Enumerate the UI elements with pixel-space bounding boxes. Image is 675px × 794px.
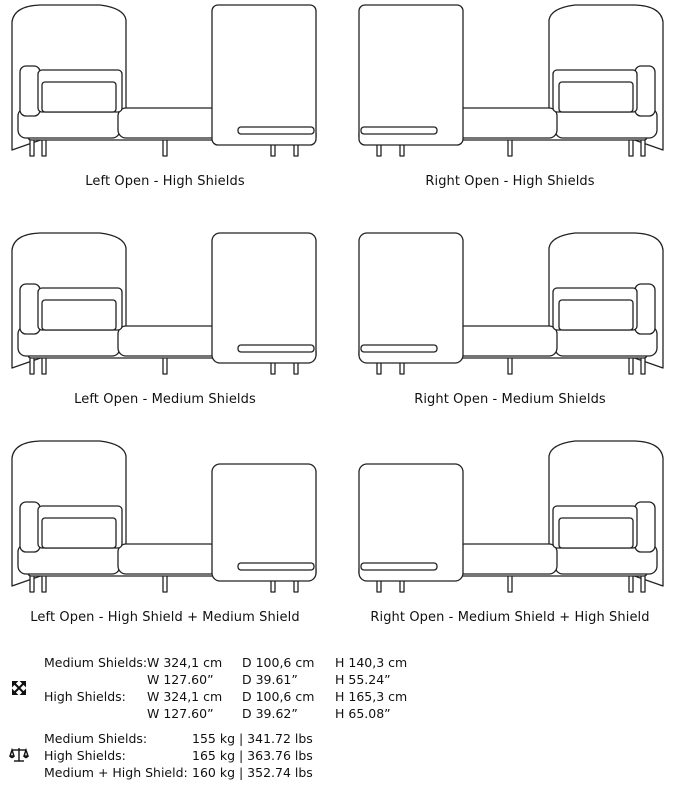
weight-value: 155 kg | 341.72 lbs — [192, 731, 313, 746]
dim-medium-w-in: W 127.60” — [147, 672, 214, 687]
sofa-diagram — [0, 0, 330, 170]
sofa-diagram — [0, 218, 330, 388]
sofa-diagram — [345, 218, 675, 388]
layout-caption: Left Open - Medium Shields — [74, 392, 256, 407]
layout-caption: Right Open - High Shields — [425, 174, 595, 189]
dim-medium-w: W 324,1 cm — [147, 655, 223, 670]
dim-high-d-in: D 39.62” — [242, 706, 298, 721]
layout-left-open-high-medium — [0, 436, 330, 636]
dim-medium-h-in: H 55.24” — [335, 672, 391, 687]
dim-medium-label: Medium Shields: — [44, 655, 148, 670]
layout-left-open-medium — [0, 218, 330, 418]
dim-high-w-in: W 127.60” — [147, 706, 214, 721]
layout-right-open-high — [345, 0, 675, 200]
layout-caption: Right Open - Medium Shields — [414, 392, 606, 407]
layout-right-open-medium — [345, 218, 675, 418]
weight-label: Medium + High Shield: — [44, 765, 188, 780]
sofa-diagram — [345, 436, 675, 606]
dim-medium-h: H 140,3 cm — [335, 655, 408, 670]
dim-high-label: High Shields: — [44, 689, 126, 704]
layout-right-open-medium-high — [345, 436, 675, 636]
dim-high-w: W 324,1 cm — [147, 689, 223, 704]
dim-high-h: H 165,3 cm — [335, 689, 408, 704]
weight-label: Medium Shields: — [44, 731, 148, 746]
scale-icon — [9, 747, 29, 767]
sofa-diagram — [0, 436, 330, 606]
resize-arrows-icon — [12, 681, 26, 699]
layout-caption: Left Open - High Shield + Medium Shield — [30, 610, 300, 625]
dim-medium-d-in: D 39.61” — [242, 672, 298, 687]
dim-high-h-in: H 65.08” — [335, 706, 391, 721]
dim-medium-d: D 100,6 cm — [242, 655, 315, 670]
layout-left-open-high — [0, 0, 330, 200]
weight-value: 165 kg | 363.76 lbs — [192, 748, 313, 763]
dim-high-d: D 100,6 cm — [242, 689, 315, 704]
weight-value: 160 kg | 352.74 lbs — [192, 765, 313, 780]
weight-label: High Shields: — [44, 748, 126, 763]
layout-caption: Left Open - High Shields — [85, 174, 245, 189]
sofa-diagram — [345, 0, 675, 170]
layout-caption: Right Open - Medium Shield + High Shield — [370, 610, 650, 625]
